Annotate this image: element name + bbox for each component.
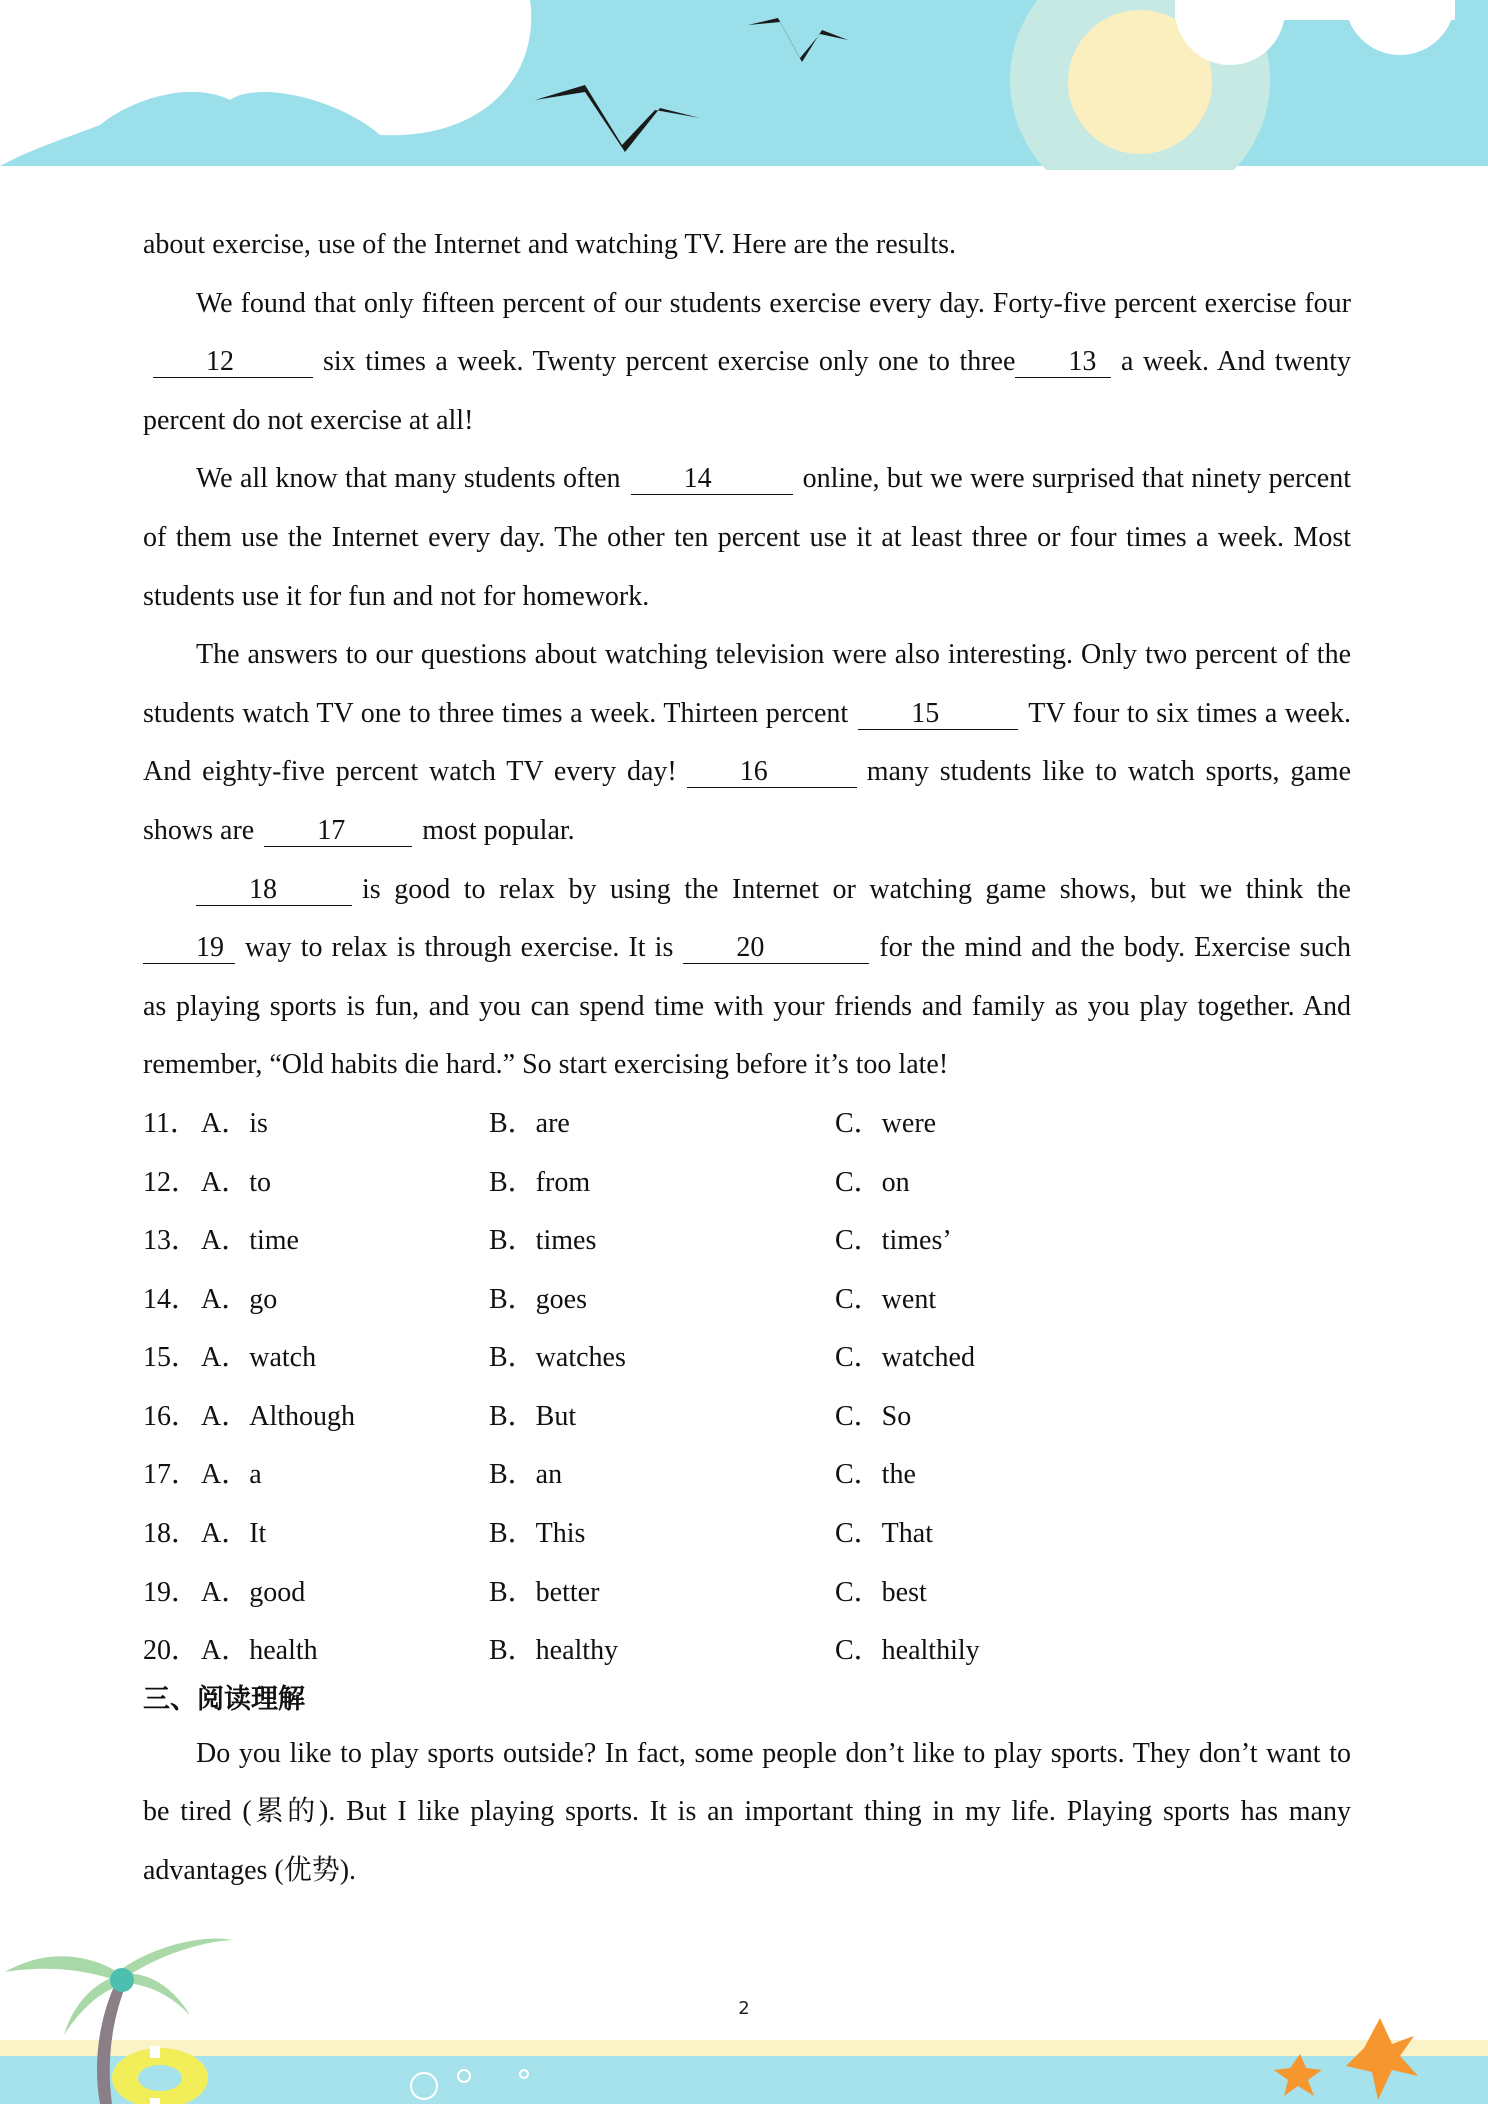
question-number: 19． xyxy=(143,1576,200,1608)
passage-text: about exercise, use of the Internet and watching TV. Here are the results. xyxy=(143,229,956,260)
option-a[interactable]: A．watch xyxy=(201,1342,317,1374)
option-c[interactable]: C．best xyxy=(835,1576,927,1608)
option-c[interactable]: C．So xyxy=(835,1400,912,1432)
question-row xyxy=(143,1505,1351,1564)
option-b[interactable]: B．watches xyxy=(489,1342,626,1374)
passage-text: We found that only fifteen percent of our students exercise every day. Forty-five percent exercise four xyxy=(196,287,1351,319)
passage-text: a week. And twenty percent do not exercise at all! xyxy=(143,346,1351,436)
question-row xyxy=(143,1271,1351,1330)
blank-14[interactable]: 14 xyxy=(631,464,793,495)
passage-text: six times a week. Twenty percent exercise only one to three xyxy=(323,346,1016,378)
blank-20[interactable]: 20 xyxy=(683,933,869,964)
coconut xyxy=(110,1968,134,1992)
option-c[interactable]: C．watched xyxy=(835,1342,975,1374)
blank-12[interactable]: 12 xyxy=(153,347,313,378)
question-row xyxy=(143,1329,1351,1388)
passage-text: Do you like to play sports outside? In fact, some people don’t like to play sports. They don’t want to be tired (累的). But I like playing sports. It is an important thing in my life. Playing sports has many advantages (优势). xyxy=(143,1737,1351,1887)
footer-beach-illustration xyxy=(0,1930,1488,2104)
passage-text: TV four to six times a week. And eighty-five percent watch TV every day! xyxy=(143,697,1351,788)
question-number: 13． xyxy=(143,1225,200,1257)
option-b[interactable]: B．better xyxy=(489,1576,600,1608)
option-b[interactable]: B．goes xyxy=(489,1283,588,1315)
option-a[interactable]: A．time xyxy=(201,1225,299,1257)
option-c[interactable]: C．the xyxy=(835,1459,916,1491)
passage-paragraph-3 xyxy=(143,626,1351,860)
blank-17[interactable]: 17 xyxy=(264,816,412,847)
passage-paragraph-0 xyxy=(143,216,1351,275)
option-a[interactable]: A．good xyxy=(201,1576,306,1608)
option-b[interactable]: B．But xyxy=(489,1400,577,1432)
option-c[interactable]: C．times’ xyxy=(835,1225,952,1257)
passage-paragraph-1 xyxy=(143,275,1351,451)
passage-text: online, but we were surprised that ninety percent of them use the Internet every day. The other ten percent use it at least three or four times a week. Most students use it for fun and not for homework. xyxy=(143,463,1351,612)
palm-leaf xyxy=(5,1956,118,1980)
question-row xyxy=(143,1564,1351,1623)
question-row xyxy=(143,1446,1351,1505)
passage-text: We all know that many students often xyxy=(196,463,621,495)
page-content xyxy=(143,216,1351,1901)
blank-18[interactable]: 18 xyxy=(196,875,352,906)
option-c[interactable]: C．That xyxy=(835,1518,933,1550)
question-row xyxy=(143,1095,1351,1154)
option-a[interactable]: A．It xyxy=(201,1518,267,1550)
option-b[interactable]: B．an xyxy=(489,1459,563,1491)
option-b[interactable]: B．times xyxy=(489,1225,597,1257)
option-c[interactable]: C．healthily xyxy=(835,1635,980,1667)
question-row xyxy=(143,1212,1351,1271)
sea-band xyxy=(0,2056,1488,2104)
section-heading: 三、阅读理解 xyxy=(143,1683,305,1715)
blank-15[interactable]: 15 xyxy=(858,699,1018,730)
question-number: 18． xyxy=(143,1518,200,1550)
option-b[interactable]: B．from xyxy=(489,1166,591,1198)
question-number: 16． xyxy=(143,1400,200,1432)
header-sky-illustration xyxy=(0,0,1488,170)
question-row xyxy=(143,1154,1351,1213)
passage-text: many students like to watch sports, game shows are xyxy=(143,756,1351,846)
option-b[interactable]: B．are xyxy=(489,1107,570,1139)
question-number: 12． xyxy=(143,1166,200,1198)
option-a[interactable]: A．go xyxy=(201,1283,278,1315)
passage-paragraph-2 xyxy=(143,450,1351,626)
option-c[interactable]: C．were xyxy=(835,1107,937,1139)
page-number: 2 xyxy=(738,1998,750,2019)
question-number: 20． xyxy=(143,1635,200,1667)
passage-text: way to relax is through exercise. It is xyxy=(245,932,674,964)
passage-text: most popular. xyxy=(422,814,575,846)
question-list xyxy=(143,1095,1351,1681)
option-b[interactable]: B．This xyxy=(489,1518,586,1550)
blank-19[interactable]: 19 xyxy=(143,933,235,964)
palm-leaf xyxy=(120,1939,232,1976)
blank-13[interactable]: 13 xyxy=(1015,347,1111,378)
question-row xyxy=(143,1622,1351,1681)
option-a[interactable]: A．Although xyxy=(201,1400,356,1432)
question-number: 15． xyxy=(143,1342,200,1374)
option-b[interactable]: B．healthy xyxy=(489,1635,619,1667)
option-a[interactable]: A．a xyxy=(201,1459,262,1491)
blank-16[interactable]: 16 xyxy=(687,757,857,788)
option-a[interactable]: A．is xyxy=(201,1107,268,1139)
passage-text: The answers to our questions about watching television were also interesting. Only two percent of the students watch TV one to three times a week. Thirteen percent xyxy=(143,639,1351,729)
option-a[interactable]: A．to xyxy=(201,1166,272,1198)
reading-paragraph xyxy=(143,1725,1351,1901)
question-number: 14． xyxy=(143,1283,200,1315)
passage-paragraph-4 xyxy=(143,861,1351,1095)
option-a[interactable]: A．health xyxy=(201,1635,318,1667)
passage-text: is good to relax by using the Internet or watching game shows, but we think the xyxy=(362,873,1351,905)
option-c[interactable]: C．on xyxy=(835,1166,910,1198)
question-number: 11． xyxy=(143,1107,198,1139)
question-row xyxy=(143,1388,1351,1447)
option-c[interactable]: C．went xyxy=(835,1283,937,1315)
question-number: 17． xyxy=(143,1459,200,1491)
passage-text: for the mind and the body. Exercise such as playing sports is fun, and you can spend time with your friends and family as you play together. And remember, “Old habits die hard.” So start exercising before it’s too late! xyxy=(143,932,1351,1081)
sand-band xyxy=(0,2040,1488,2056)
